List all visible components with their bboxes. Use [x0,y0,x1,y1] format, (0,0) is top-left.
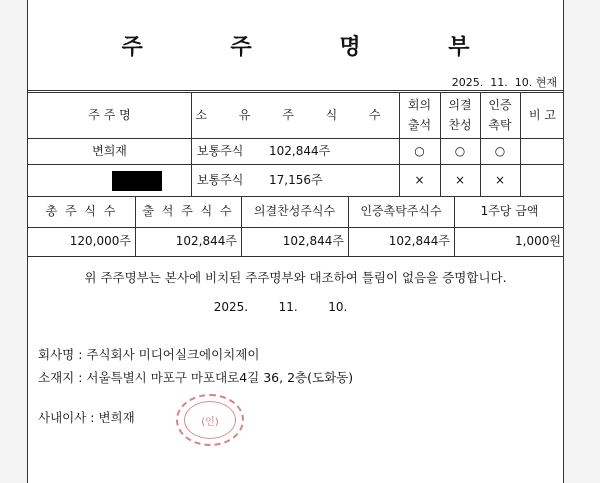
shareholder-register-sheet [27,0,564,483]
table-bottom-border [28,256,563,257]
seal-inner: (인) [184,401,236,439]
summary-attend-shares: 102,844주 [175,234,237,248]
as-of-date: 2025. 11. 10. 현재 [451,76,557,89]
summary-dividend: 1,000원 [515,234,561,248]
header-cert-line1: 인증 [488,97,512,112]
header-agree-line1: 의결 [448,97,472,112]
title-divider [28,90,563,91]
row1-name: 변희재 [92,143,127,158]
summary-header-cert: 인증촉탁주식수 [360,204,442,218]
document-title: 주 주 명 부 [121,35,510,60]
summary-total-shares: 120,000주 [69,234,131,248]
header-shares-owned: 소 유 주 식 수 [195,107,395,122]
summary-agree-shares: 102,844주 [282,234,344,248]
row2-cert: × [494,172,506,187]
row1-agree: ○ [454,143,466,158]
row1-share-type: 보통주식 [197,143,244,158]
summary-header-dividend: 1주당 금액 [480,204,539,218]
row1-cert: ○ [494,143,506,158]
row2-share-type: 보통주식 [197,172,244,187]
header-attend-line2: 출석 [407,117,432,132]
row2-attend: × [414,172,425,187]
row2-agree: × [454,172,466,187]
header-shareholder-name: 주 주 명 [88,107,131,122]
summary-cert-shares: 102,844주 [388,234,450,248]
company-seal [176,394,244,446]
certification-date: 2025. 11. 10. [213,300,348,314]
summary-header-total: 총 주 식 수 [45,204,118,218]
summary-header-agree: 의결찬성주식수 [253,204,336,218]
summary-header-attend: 출 석 주 식 수 [142,204,234,218]
header-agree-line2: 찬성 [448,117,472,132]
header-attend-line1: 회의 [407,97,432,112]
redacted-name [112,171,162,191]
header-cert-line2: 촉탁 [488,117,512,132]
header-note: 비 고 [529,107,556,122]
director-name: 사내이사 : 변희재 [38,410,135,425]
certification-statement: 위 주주명부는 본사에 비치된 주주명부와 대조하여 틀림이 없음을 증명합니다. [84,270,507,285]
row1-shares: 102,844주 [269,143,331,158]
company-address: 소재지 : 서울특별시 마포구 마포대로4길 36, 2층(도화동) [38,370,354,385]
row1-attend: ○ [414,143,425,158]
company-name: 회사명 : 주식회사 미디어실크에이치제이 [38,347,260,362]
row2-shares: 17,156주 [269,172,323,187]
